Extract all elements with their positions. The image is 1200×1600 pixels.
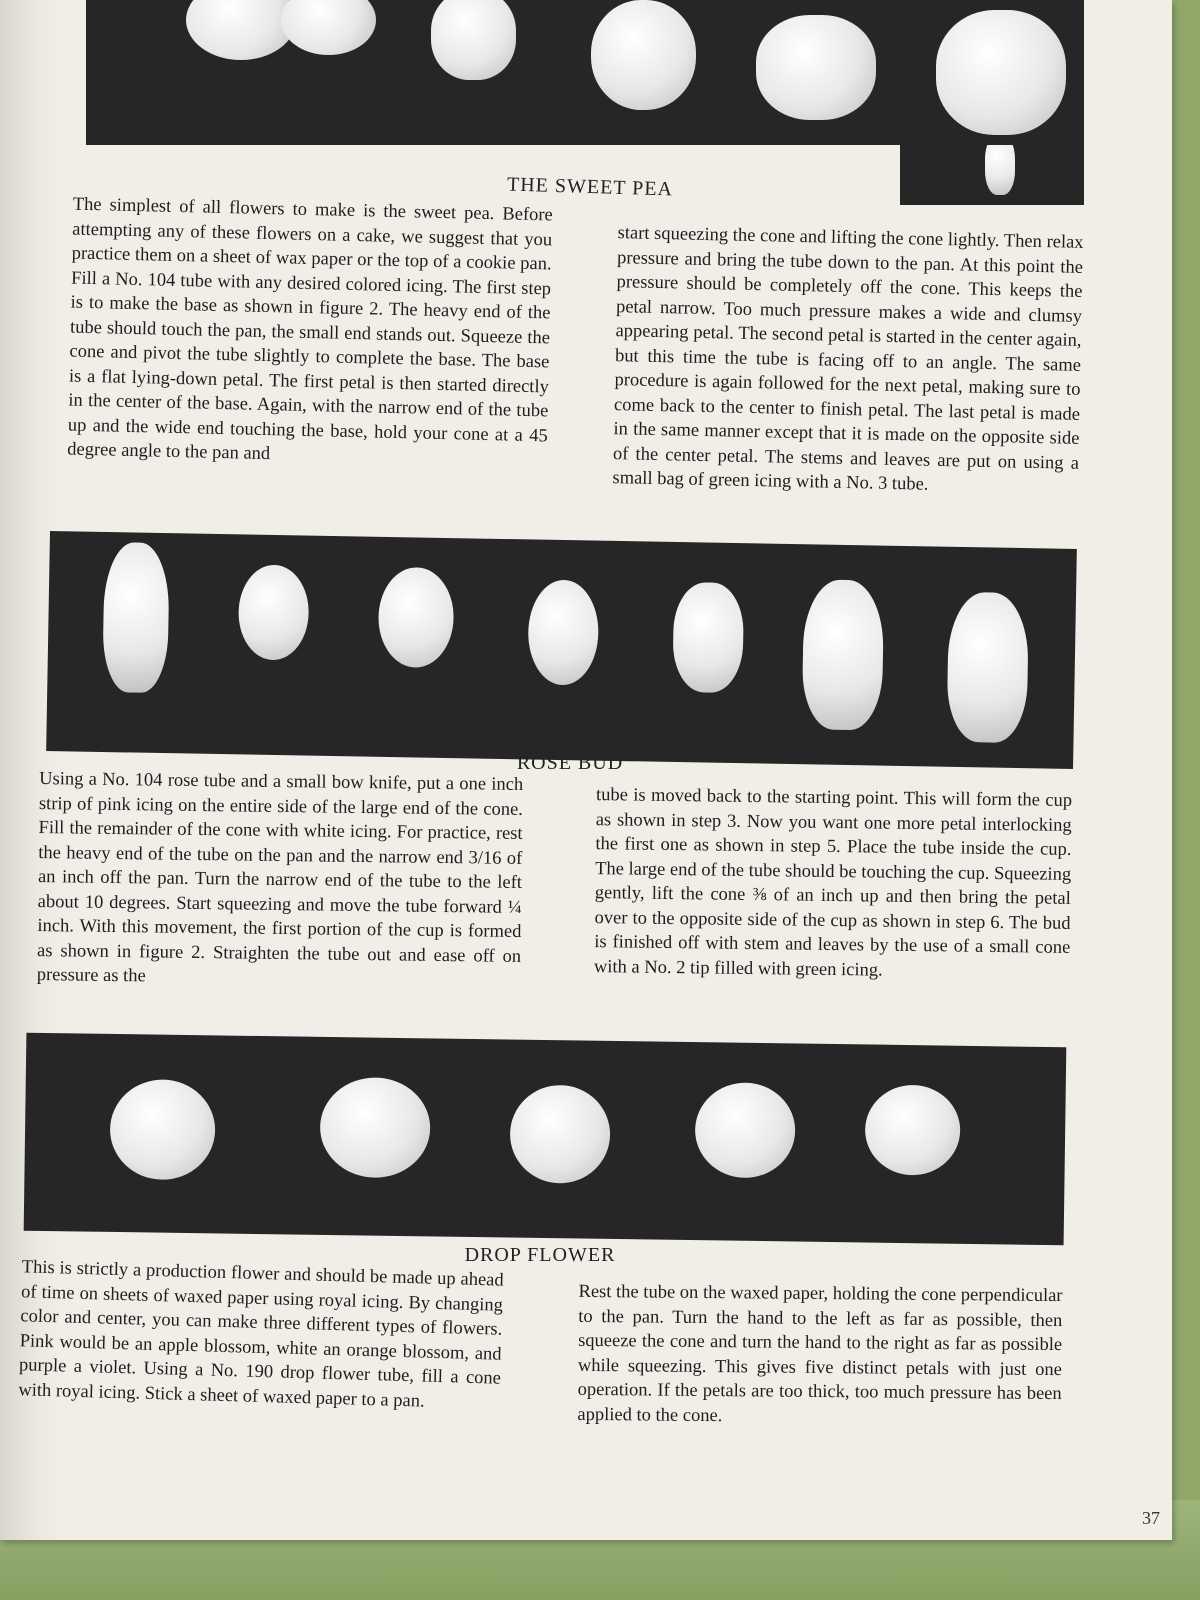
flower-image xyxy=(936,10,1066,135)
drop-flower-right-column: Rest the tube on the waxed paper, holding the cone perpendicular to the pan. Turn the hand to the left as far as possible, then squeeze the cone and turn the hand to the right as far as possible while squeezing. This gives five distinct petals with just one operation. If the petals are too thick, too much pressure has been applied to the cone. xyxy=(577,1281,1063,1426)
section-title-sweet-pea: THE SWEET PEA xyxy=(506,173,674,201)
drop-flower-photo xyxy=(24,1033,1067,1246)
flower-image xyxy=(985,145,1015,195)
sweet-pea-photo xyxy=(86,0,1084,145)
rose-bud-left-column: Using a No. 104 rose tube and a small bow knife, put a one inch strip of pink icing on the entire side of the large end of the cone. Fill the remainder of the cone with white icing. For practice, rest the heavy end of the tube on the pan and the narrow end 3/16 of an inch off the pan. Turn the narrow end of the tube to the left about 10 degrees. Start squeezing and move the tube forward ¼ inch. With this movement, the first portion of the cup is formed as shown in figure 2. Straighten the tube out and ease off on pressure as the xyxy=(36,769,524,987)
flower-image xyxy=(527,579,599,685)
flower-image xyxy=(756,15,876,120)
section-title-drop-flower: DROP FLOWER xyxy=(464,1244,616,1266)
rose-bud-right-column: tube is moved back to the starting point. This will form the cup as shown in step 3. Now you want one more petal interlocking the first one as shown in step 5. Place the tube inside the cup. The large end of the tube should be touching the cup. Squeezing gently, lift the cone ⅜ of an inch up and then bring the petal over to the opposite side of the cup as shown in step 6. The bud is finished off with stem and leaves by the use of a small cone with a No. 2 tip filled with green icing. xyxy=(593,785,1073,981)
flower-image xyxy=(186,0,296,60)
sweet-pea-right-column: start squeezing the cone and lifting the cone lightly. Then relax pressure and bring the tube down to the pan. At this point the pressure should be completely off the cone. This keeps the petal narrow. Too much pressure makes a wide and clumsy appearing petal. The second petal is started in the center again, but this time the tube is facing off to an angle. The same procedure is again followed for the next petal, making sure to come back to the center to finish petal. The last petal is made in the same manner except that it is made on the opposite side of the center petal. The stems and leaves are put on using a small bag of green icing with a No. 3 tube. xyxy=(612,223,1084,495)
section-title-rose-bud: ROSE BUD xyxy=(516,752,624,774)
flower-image xyxy=(802,579,885,730)
sweet-pea-left-column: The simplest of all flowers to make is the sweet pea. Before attempting any of these flowers on a cake, we suggest that you practice them on a sheet of wax paper or the top of a cookie pan. Fill a No. 104 tube with any desired colored icing. The first step is to make the base as shown in figure 2. The heavy end of the tube should touch the pan, the small end stands out. Squeeze the cone and pivot the tube slightly to complete the base. The base is a flat lying-down petal. The first petal is then started directly in the center of the base. Again, with the narrow end of the tube up and the wide end touching the base, hold your cone at a 45 degree angle to the pan and xyxy=(67,194,553,465)
flower-image xyxy=(672,582,744,693)
flower-image xyxy=(509,1085,610,1184)
flower-image xyxy=(109,1079,215,1180)
flower-image xyxy=(319,1077,430,1179)
rose-bud-photo xyxy=(46,531,1077,769)
flower-image xyxy=(946,592,1029,743)
sweet-pea-photo-tail xyxy=(900,145,1084,205)
flower-image xyxy=(431,0,516,80)
flower-image xyxy=(281,0,376,55)
flower-image xyxy=(238,564,310,660)
flower-image xyxy=(378,567,455,668)
page-number: 37 xyxy=(1142,1508,1160,1528)
flower-image xyxy=(102,542,170,693)
flower-image xyxy=(865,1084,961,1175)
drop-flower-left-column: This is strictly a production flower and should be made up ahead of time on sheets of waxed paper using royal icing. By changing color and center, you can make three different types of flowers. Pink would be an apple blossom, white an orange blossom, and purple a violet. Using a No. 190 drop flower tube, fill a cone with royal icing. Stick a sheet of waxed paper to a pan. xyxy=(18,1257,504,1412)
flower-image xyxy=(591,0,696,110)
flower-image xyxy=(694,1082,795,1178)
